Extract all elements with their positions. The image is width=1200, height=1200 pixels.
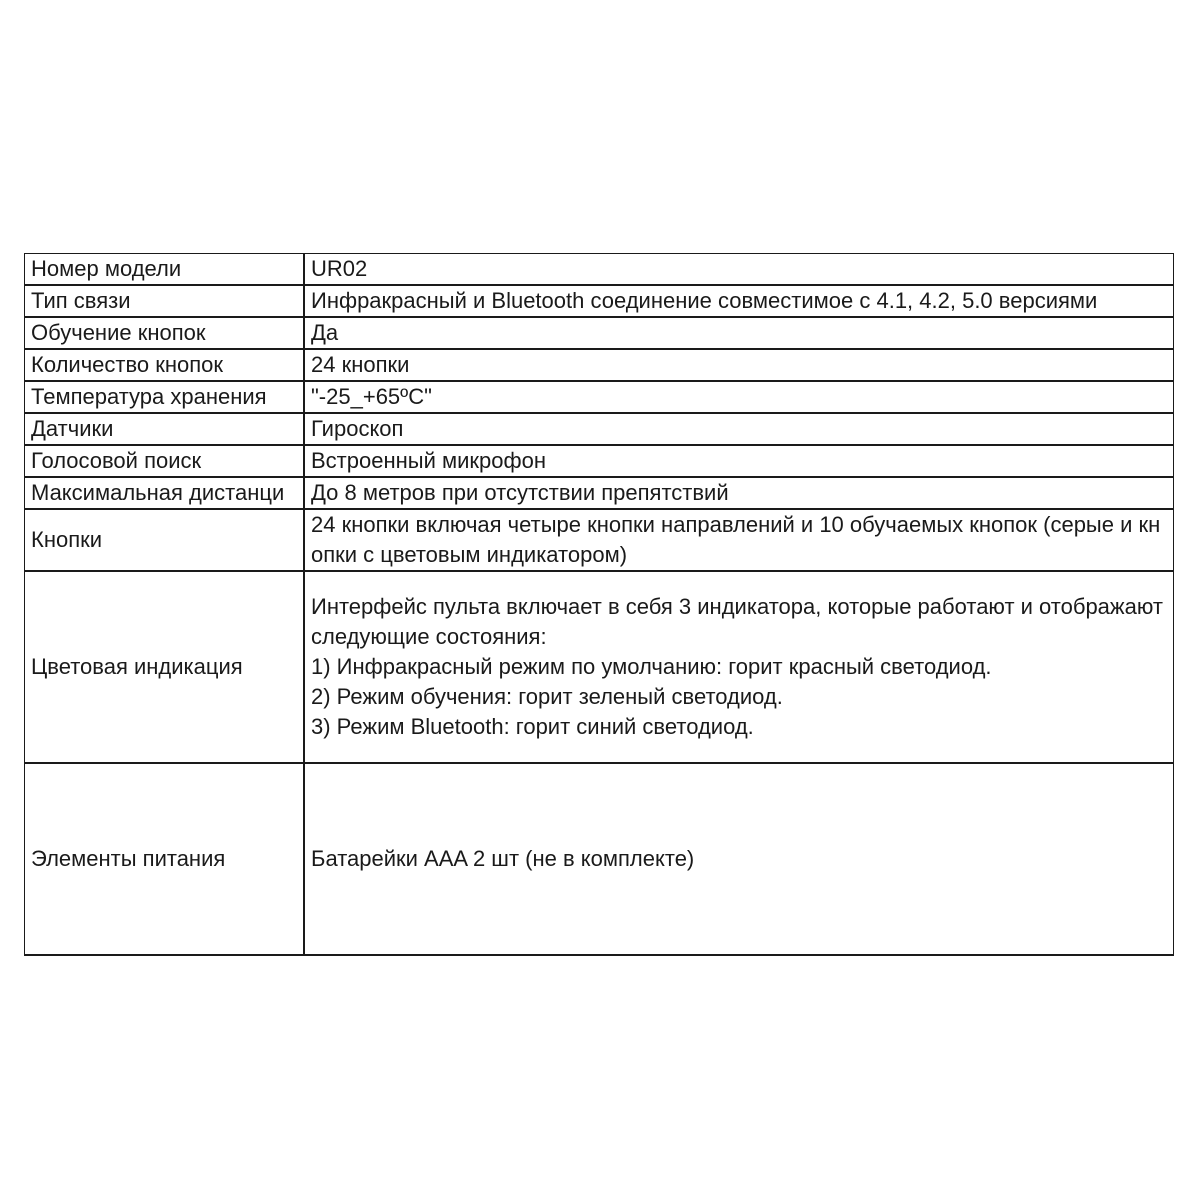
row-label: Количество кнопок [25, 349, 305, 381]
row-label: Номер модели [25, 254, 305, 286]
table-row [25, 413, 1174, 445]
table-row [25, 317, 1174, 349]
table-row [25, 477, 1174, 509]
row-value: Да [304, 317, 1174, 349]
row-value: Инфракрасный и Bluetooth соединение совместимое с 4.1, 4.2, 5.0 версиями [304, 285, 1174, 317]
row-label: Тип связи [25, 285, 305, 317]
table-row [25, 445, 1174, 477]
row-label: Датчики [25, 413, 305, 445]
row-label: Кнопки [25, 509, 305, 571]
row-label: Элементы питания [25, 763, 305, 955]
table-row [25, 254, 1174, 286]
row-value: Интерфейс пульта включает в себя 3 индикатора, которые работают и отображают следующие состояния: 1) Инфракрасный режим по умолчанию: горит красный светодиод. 2) Режим обучения: горит зеленый светодиод. 3) Режим Bluetooth: горит синий светодиод. [304, 571, 1174, 763]
table-row [25, 763, 1174, 955]
table-row [25, 285, 1174, 317]
spec-table [24, 253, 1174, 956]
row-value: 24 кнопки включая четыре кнопки направлений и 10 обучаемых кнопок (серые и кнопки с цветовым индикатором) [304, 509, 1174, 571]
row-value: До 8 метров при отсутствии препятствий [304, 477, 1174, 509]
row-label: Обучение кнопок [25, 317, 305, 349]
row-value: 24 кнопки [304, 349, 1174, 381]
row-value: Гироскоп [304, 413, 1174, 445]
table-row [25, 349, 1174, 381]
row-value: Батарейки AAA 2 шт (не в комплекте) [304, 763, 1174, 955]
table-row [25, 381, 1174, 413]
row-label: Температура хранения [25, 381, 305, 413]
row-value: "-25_+65ºC" [304, 381, 1174, 413]
table-row [25, 571, 1174, 763]
table-row [25, 509, 1174, 571]
row-label: Цветовая индикация [25, 571, 305, 763]
row-value: UR02 [304, 254, 1174, 286]
row-label: Голосовой поиск [25, 445, 305, 477]
row-label: Максимальная дистанци [25, 477, 305, 509]
row-value: Встроенный микрофон [304, 445, 1174, 477]
